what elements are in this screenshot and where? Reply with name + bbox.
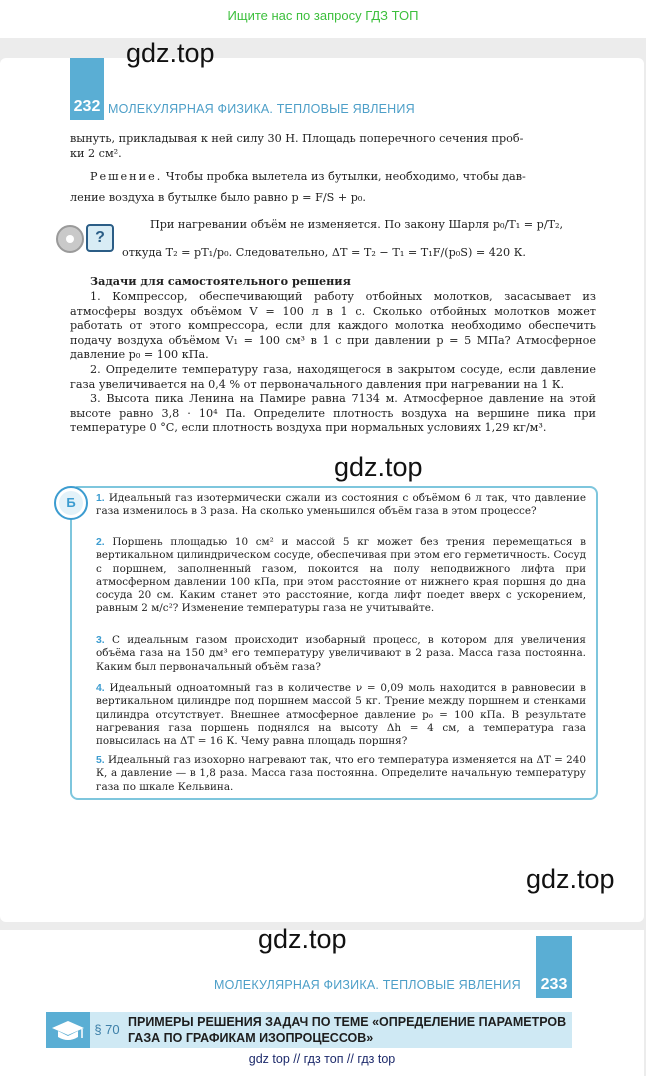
exercise-item bbox=[96, 634, 586, 674]
exercise-number: 5. bbox=[96, 755, 105, 766]
page-header: МОЛЕКУЛЯРНАЯ ФИЗИКА. ТЕПЛОВЫЕ ЯВЛЕНИЯ bbox=[214, 978, 521, 992]
task-item: 2. Определите температуру газа, находящегося в закрытом сосуде, если давление газа увеличивается на 0,4 % от первоначального давления при нагревании на 1 К. bbox=[70, 362, 596, 391]
tasks-list bbox=[70, 290, 596, 436]
solution-text: Чтобы пробка вылетела из бутылки, необходимо, чтобы дав- bbox=[162, 170, 526, 183]
exercise-number: 1. bbox=[96, 493, 105, 504]
exercise-item bbox=[96, 754, 586, 794]
watermark: gdz.top bbox=[526, 864, 615, 894]
intro-line: ки 2 см². bbox=[70, 146, 122, 160]
exercise-number: 4. bbox=[96, 683, 105, 694]
exercise-text: Идеальный газ изохорно нагревают так, что его температура изменяется на ΔT = 240 К, а давление — в 1,8 раза. Масса газа постоянна. Определите начальную температуру газа по шкале Кельвина. bbox=[96, 754, 586, 793]
heat-text: При нагревании объём не изменяется. По закону Шарля bbox=[150, 218, 490, 231]
tasks-heading-text: Задачи для самостоятельного решения bbox=[90, 274, 351, 288]
textbook-page-232 bbox=[0, 38, 644, 922]
disc-icon[interactable] bbox=[56, 225, 84, 253]
page-number: 233 bbox=[536, 936, 572, 998]
tasks-heading bbox=[90, 274, 596, 289]
exercise-item bbox=[96, 536, 586, 616]
section-number: § 70 bbox=[94, 1022, 120, 1037]
t2-formula: T₂ = pT₁/p₀. bbox=[165, 246, 233, 259]
search-banner: Ищите нас по запросу ГДЗ ТОП bbox=[0, 0, 646, 38]
footer-links[interactable]: gdz top // гдз топ // гдз top bbox=[248, 1052, 396, 1066]
graduation-cap-icon bbox=[46, 1012, 90, 1048]
exercise-number: 2. bbox=[96, 537, 105, 548]
problem-text bbox=[70, 132, 596, 161]
result-block bbox=[122, 246, 596, 261]
exercise-text: Идеальный одноатомный газ в количестве ν = 0,09 моль находится в равновесии в вертикальном цилиндре под поршнем массой 5 кг. Трение между поршнем и стенками цилиндра отсутствует. Внешнее атмосферное давление p₀ = 100 кПа. В результате нагревания газа поршень поднялся на высоту Δh = 4 см, а температура газа повысилась на ΔT = 16 К. Чему равна площадь поршня? bbox=[96, 682, 586, 748]
exercise-item bbox=[96, 682, 586, 748]
exercise-number: 3. bbox=[96, 635, 105, 646]
help-icon[interactable]: ? bbox=[86, 224, 114, 252]
section-title: ПРИМЕРЫ РЕШЕНИЯ ЗАДАЧ ПО ТЕМЕ «ОПРЕДЕЛЕНИЕ ПАРАМЕТРОВ ГАЗА ПО ГРАФИКАМ ИЗОПРОЦЕССОВ» bbox=[128, 1015, 567, 1045]
watermark: gdz.top bbox=[334, 452, 423, 482]
charles-law-block bbox=[150, 218, 596, 233]
exercise-text: Поршень площадью 10 см² и массой 5 кг может без трения перемещаться в вертикальном цилиндрическом сосуде, обеспечивая при этом его герметичность. Сосуд с поршнем, заполненный газом, покоится на полу неподвижного лифта при атмосферном давлении 100 кПа, при этом расстояние от нижнего края поршня до дна сосуда 20 см. Каким станет это расстояние, когда лифт поедет вверх с ускорением, равным 2 м/с²? Изменение температуры газа не учитывайте. bbox=[96, 536, 586, 615]
textbook-page-233 bbox=[0, 924, 644, 1076]
exercise-badge-icon: Б bbox=[54, 486, 88, 520]
watermark: gdz.top bbox=[126, 38, 215, 68]
exercise-item bbox=[96, 492, 586, 519]
page-number: 232 bbox=[70, 58, 104, 120]
solution-label: Решение. bbox=[90, 170, 163, 183]
exercise-text: С идеальным газом происходит изобарный процесс, в котором для увеличения объёма газа на 150 дм³ его температуру увеличивают в 2 раза. Масса газа постоянна. Каким был первоначальный объём газа? bbox=[96, 634, 586, 673]
page-header: МОЛЕКУЛЯРНАЯ ФИЗИКА. ТЕПЛОВЫЕ ЯВЛЕНИЯ bbox=[108, 102, 415, 116]
result-prefix: откуда bbox=[122, 246, 163, 259]
pressure-formula: p = F/S + p₀. bbox=[291, 190, 366, 204]
watermark: gdz.top bbox=[258, 924, 347, 954]
solution-line: ление воздуха в бутылке было равно bbox=[70, 190, 288, 204]
task-item: 1. Компрессор, обеспечивающий работу отбойных молотков, засасывает из атмосферы воздух объёмом V = 100 л в 1 с. Сколько отбойных молотков может работать от этого компрессора, если для каждого молотка необходимо обеспечить подачу воздуха объёмом V₁ = 100 см³ в 1 с при давлении p = 5 МПа? Атмосферное давление p₀ = 100 кПа. bbox=[70, 290, 596, 362]
solution-block bbox=[70, 170, 596, 205]
task-item: 3. Высота пика Ленина на Памире равна 7134 м. Атмосферное давление на этой высоте равно 3,8 · 10⁴ Па. Определите плотность воздуха на вершине пика при температуре 0 °С, если плотность воздуха при нормальных условиях 1,29 кг/м³. bbox=[70, 392, 596, 435]
delta-t-formula: Следовательно, ΔT = T₂ − T₁ = T₁F/(p₀S) = 420 К. bbox=[235, 246, 526, 259]
exercise-text: Идеальный газ изотермически сжали из состояния с объёмом 6 л так, что давление газа изменилось в 3 раза. На сколько уменьшился объём газа в этом процессе? bbox=[96, 492, 586, 518]
charles-formula: p₀/T₁ = p/T₂, bbox=[492, 218, 564, 231]
intro-line: вынуть, прикладывая к ней силу 30 Н. Площадь поперечного сечения проб- bbox=[70, 132, 524, 145]
